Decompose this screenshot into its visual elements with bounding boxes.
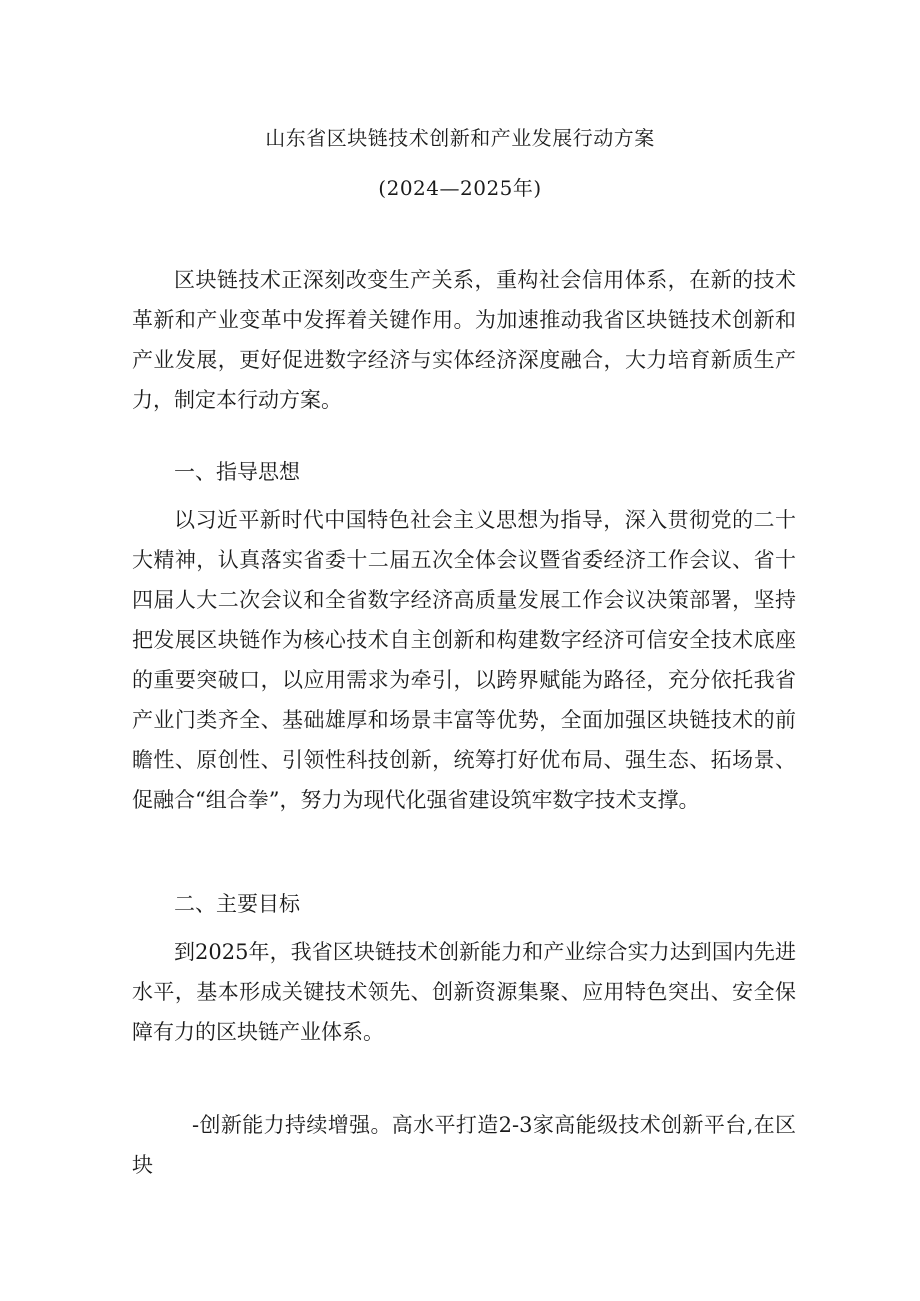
intro-paragraph: 区块链技术正深刻改变生产关系，重构社会信用体系，在新的技术革新和产业变革中发挥着关键作用。为加速推动我省区块链技术创新和产业发展，更好促进数字经济与实体经济深度融合，大力培育新质生产力，制定本行动方案。 <box>132 268 796 412</box>
goal-bullet-paragraph: -创新能力持续增强。高水平打造2-3家高能级技术创新平台,在区块 <box>132 1113 796 1177</box>
guiding-ideology-paragraph: 以习近平新时代中国特色社会主义思想为指导，深入贯彻党的二十大精神，认真落实省委十二届五次全体会议暨省委经济工作会议、省十四届人大二次会议和全省数字经济高质量发展工作会议决策部署，坚持把发展区块链作为核心技术自主创新和构建数字经济可信安全技术底座的重要突破口，以应用需求为牵引，以跨界赋能为路径，充分依托我省产业门类齐全、基础雄厚和场景丰富等优势，全面加强区块链技术的前瞻性、原创性、引领性科技创新，统筹打好优布局、强生态、拓场景、促融合“组合拳”，努力为现代化强省建设筑牢数字技术支撑。 <box>132 508 796 812</box>
section-heading-main-goals: 二、主要目标 <box>174 892 300 916</box>
document-title: 山东省区块链技术创新和产业发展行动方案 <box>265 126 655 150</box>
section-heading-guiding-ideology: 一、指导思想 <box>174 460 300 484</box>
document-subtitle: (2024—2025年) <box>378 176 542 200</box>
main-goals-paragraph: 到2025年，我省区块链技术创新能力和产业综合实力达到国内先进水平，基本形成关键技术领先、创新资源集聚、应用特色突出、安全保障有力的区块链产业体系。 <box>132 940 796 1044</box>
